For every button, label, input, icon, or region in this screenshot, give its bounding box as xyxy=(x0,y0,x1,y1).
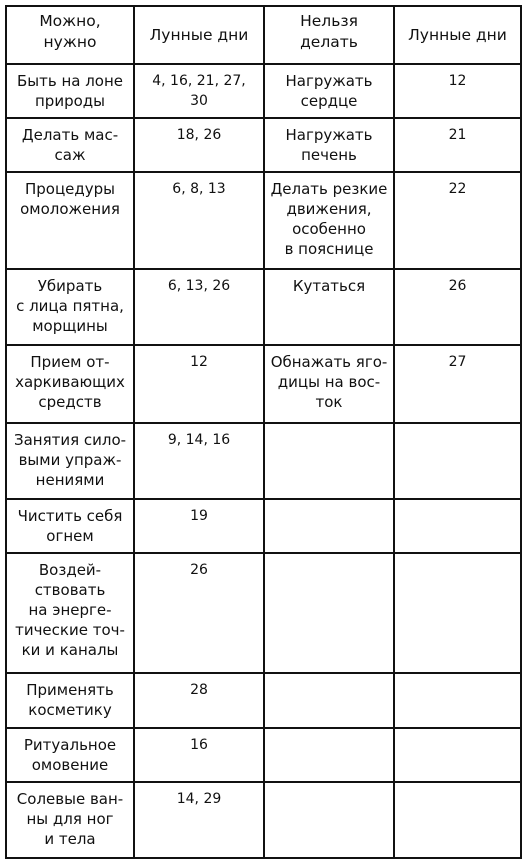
cell-cannot: Кутаться xyxy=(264,269,394,345)
cell-can-days: 19 xyxy=(134,499,264,553)
cell-can: Воздей- ствовать на энерге- тические точ- ки и каналы xyxy=(6,553,134,673)
cell-cannot xyxy=(264,553,394,673)
table-row xyxy=(6,64,521,118)
cell-cannot xyxy=(264,423,394,499)
cell-can-days: 4, 16, 21, 27, 30 xyxy=(134,64,264,118)
cell-can: Быть на лоне природы xyxy=(6,64,134,118)
table-row xyxy=(6,172,521,269)
cell-can-days: 16 xyxy=(134,728,264,782)
header-row xyxy=(6,6,521,64)
table-row xyxy=(6,345,521,423)
cell-cannot-days: 26 xyxy=(394,269,521,345)
cell-cannot xyxy=(264,673,394,728)
cell-cannot xyxy=(264,782,394,858)
cell-can: Занятия сило- выми упраж- нениями xyxy=(6,423,134,499)
lunar-days-table-container xyxy=(5,5,522,859)
cell-can-days: 14, 29 xyxy=(134,782,264,858)
table-row xyxy=(6,673,521,728)
cell-cannot: Обнажать яго- дицы на вос- ток xyxy=(264,345,394,423)
cell-cannot-days: 21 xyxy=(394,118,521,172)
cell-cannot-days xyxy=(394,728,521,782)
table-row xyxy=(6,423,521,499)
cell-can: Прием от- харкивающих средств xyxy=(6,345,134,423)
cell-cannot: Нагружать сердце xyxy=(264,64,394,118)
cell-can-days: 6, 8, 13 xyxy=(134,172,264,269)
cell-cannot xyxy=(264,728,394,782)
header-can: Можно, нужно xyxy=(6,6,134,64)
cell-can-days: 28 xyxy=(134,673,264,728)
table-row xyxy=(6,553,521,673)
cell-can: Солевые ван- ны для ног и тела xyxy=(6,782,134,858)
table-row xyxy=(6,499,521,553)
cell-cannot-days: 12 xyxy=(394,64,521,118)
cell-can: Чистить себя огнем xyxy=(6,499,134,553)
cell-cannot-days xyxy=(394,553,521,673)
cell-can-days: 18, 26 xyxy=(134,118,264,172)
header-can-days: Лунные дни xyxy=(134,6,264,64)
lunar-days-table xyxy=(5,5,522,859)
table-row xyxy=(6,782,521,858)
cell-cannot-days xyxy=(394,423,521,499)
cell-cannot-days: 22 xyxy=(394,172,521,269)
cell-can-days: 6, 13, 26 xyxy=(134,269,264,345)
cell-cannot-days: 27 xyxy=(394,345,521,423)
cell-can: Процедуры омоложения xyxy=(6,172,134,269)
header-cannot: Нельзя делать xyxy=(264,6,394,64)
table-row xyxy=(6,118,521,172)
cell-can-days: 12 xyxy=(134,345,264,423)
header-cannot-days: Лунные дни xyxy=(394,6,521,64)
cell-can: Применять косметику xyxy=(6,673,134,728)
table-row xyxy=(6,728,521,782)
cell-cannot: Нагружать печень xyxy=(264,118,394,172)
cell-cannot-days xyxy=(394,782,521,858)
cell-can-days: 26 xyxy=(134,553,264,673)
cell-cannot: Делать резкие движения, особенно в пояснице xyxy=(264,172,394,269)
table-row xyxy=(6,269,521,345)
cell-cannot-days xyxy=(394,499,521,553)
cell-can: Ритуальное омовение xyxy=(6,728,134,782)
cell-can: Убирать с лица пятна, морщины xyxy=(6,269,134,345)
cell-cannot xyxy=(264,499,394,553)
cell-can: Делать мас- саж xyxy=(6,118,134,172)
cell-cannot-days xyxy=(394,673,521,728)
cell-can-days: 9, 14, 16 xyxy=(134,423,264,499)
